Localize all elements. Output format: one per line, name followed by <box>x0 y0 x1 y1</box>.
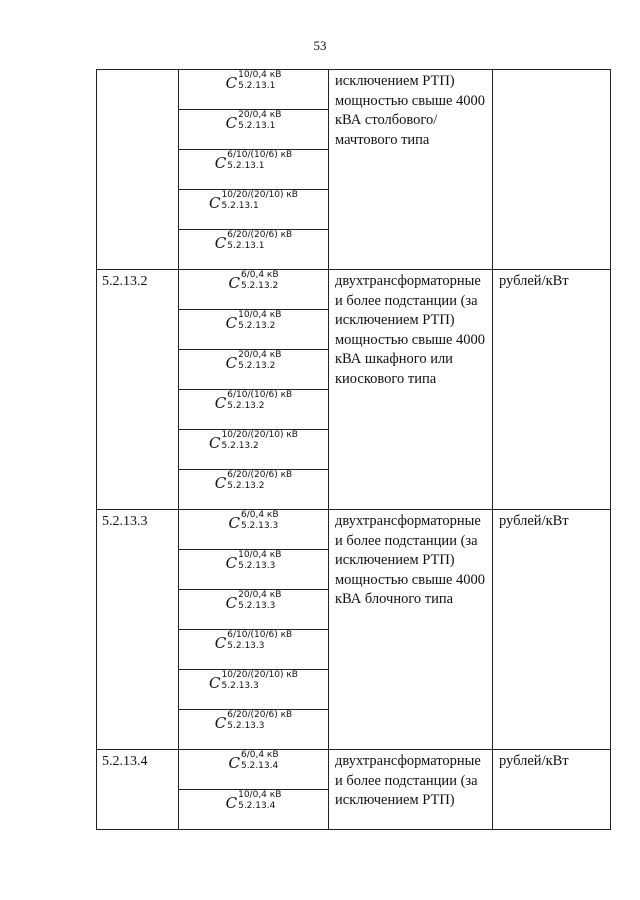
symbol-superscript: 6/20/(20/6) кВ <box>227 710 293 720</box>
symbol-subscript: 5.2.13.3 <box>227 641 265 651</box>
row-description: двухтрансформаторные и более подстанции (за исключением РТП) мощностью свыше 4000 кВА блочного типа <box>329 510 493 750</box>
tariff-symbol <box>215 470 292 496</box>
tariff-symbol <box>215 230 292 256</box>
tariff-symbol-cell <box>179 230 329 270</box>
tariff-symbol-cell <box>179 310 329 350</box>
tariff-symbol <box>226 70 282 96</box>
symbol-superscript: 20/0,4 кВ <box>238 110 282 120</box>
tariff-symbol-cell <box>179 70 329 110</box>
row-unit <box>493 70 611 270</box>
tariff-symbol <box>215 630 292 656</box>
symbol-superscript: 6/10/(10/6) кВ <box>227 150 293 160</box>
tariff-symbol-cell <box>179 510 329 550</box>
tariff-table-body <box>97 70 611 830</box>
symbol-base: C <box>214 714 227 732</box>
row-description: исключением РТП) мощностью свыше 4000 кВА столбового/мачтового типа <box>329 70 493 270</box>
symbol-superscript: 6/20/(20/6) кВ <box>227 230 293 240</box>
symbol-superscript: 20/0,4 кВ <box>238 590 282 600</box>
symbol-base: C <box>214 154 227 172</box>
tariff-symbol <box>209 670 298 696</box>
symbol-base: C <box>214 234 227 252</box>
symbol-superscript: 6/10/(10/6) кВ <box>227 630 293 640</box>
symbol-superscript: 6/10/(10/6) кВ <box>227 390 293 400</box>
symbol-superscript: 10/0,4 кВ <box>238 550 282 560</box>
symbol-superscript: 10/20/(20/10) кВ <box>221 670 298 680</box>
symbol-subscript: 5.2.13.3 <box>238 561 276 571</box>
tariff-symbol <box>215 710 292 736</box>
tariff-symbol <box>226 110 282 136</box>
tariff-symbol-cell <box>179 150 329 190</box>
tariff-symbol <box>228 750 278 776</box>
page-number: 53 <box>313 38 327 53</box>
symbol-superscript: 20/0,4 кВ <box>238 350 282 360</box>
symbol-base: C <box>225 554 238 572</box>
table-row <box>97 750 611 790</box>
tariff-symbol-cell <box>179 470 329 510</box>
symbol-base: C <box>214 394 227 412</box>
row-code: 5.2.13.2 <box>97 270 179 510</box>
tariff-symbol <box>226 790 282 816</box>
symbol-base: C <box>225 74 238 92</box>
symbol-subscript: 5.2.13.2 <box>221 441 259 451</box>
tariff-symbol <box>209 430 298 456</box>
symbol-subscript: 5.2.13.1 <box>238 121 276 131</box>
row-unit: рублей/кВт <box>493 750 611 830</box>
symbol-superscript: 10/0,4 кВ <box>238 790 282 800</box>
symbol-base: C <box>225 354 238 372</box>
symbol-base: C <box>214 474 227 492</box>
symbol-base: C <box>228 514 240 532</box>
tariff-symbol <box>228 510 278 536</box>
row-description: двухтрансформаторные и более подстанции (за исключением РТП) мощностью свыше 4000 кВА шкафного или киоскового типа <box>329 270 493 510</box>
tariff-symbol-cell <box>179 790 329 830</box>
symbol-base: C <box>209 434 221 452</box>
symbol-base: C <box>228 274 240 292</box>
symbol-base: C <box>225 594 238 612</box>
symbol-subscript: 5.2.13.2 <box>238 321 276 331</box>
tariff-symbol-cell <box>179 430 329 470</box>
tariff-symbol-cell <box>179 190 329 230</box>
symbol-subscript: 5.2.13.3 <box>221 681 259 691</box>
tariff-symbol <box>215 390 292 416</box>
row-code <box>97 70 179 270</box>
symbol-base: C <box>209 674 221 692</box>
tariff-symbol-cell <box>179 750 329 790</box>
row-description: двухтрансформаторные и более подстанции (за исключением РТП) <box>329 750 493 830</box>
symbol-subscript: 5.2.13.4 <box>238 801 276 811</box>
tariff-symbol-cell <box>179 270 329 310</box>
symbol-superscript: 6/0,4 кВ <box>240 270 279 280</box>
tariff-symbol <box>226 350 282 376</box>
tariff-symbol <box>226 590 282 616</box>
table-row <box>97 510 611 550</box>
tariff-symbol-cell <box>179 390 329 430</box>
symbol-superscript: 10/0,4 кВ <box>238 310 282 320</box>
symbol-subscript: 5.2.13.1 <box>227 161 265 171</box>
symbol-superscript: 6/20/(20/6) кВ <box>227 470 293 480</box>
symbol-base: C <box>225 114 238 132</box>
tariff-symbol-cell <box>179 630 329 670</box>
symbol-subscript: 5.2.13.1 <box>238 81 276 91</box>
symbol-subscript: 5.2.13.2 <box>227 481 265 491</box>
table-row <box>97 70 611 110</box>
symbol-subscript: 5.2.13.3 <box>240 521 279 531</box>
row-code: 5.2.13.3 <box>97 510 179 750</box>
symbol-subscript: 5.2.13.2 <box>227 401 265 411</box>
tariff-symbol <box>226 550 282 576</box>
tariff-symbol-cell <box>179 590 329 630</box>
row-code: 5.2.13.4 <box>97 750 179 830</box>
symbol-superscript: 6/0,4 кВ <box>240 510 279 520</box>
symbol-subscript: 5.2.13.1 <box>227 241 265 251</box>
tariff-symbol-cell <box>179 670 329 710</box>
tariff-symbol <box>228 270 278 296</box>
tariff-symbol <box>215 150 292 176</box>
symbol-base: C <box>214 634 227 652</box>
symbol-subscript: 5.2.13.2 <box>238 361 276 371</box>
symbol-base: C <box>209 194 221 212</box>
symbol-superscript: 10/0,4 кВ <box>238 70 282 80</box>
tariff-symbol-cell <box>179 350 329 390</box>
symbol-superscript: 10/20/(20/10) кВ <box>221 430 298 440</box>
symbol-subscript: 5.2.13.3 <box>227 721 265 731</box>
tariff-symbol <box>226 310 282 336</box>
symbol-base: C <box>228 754 240 772</box>
row-unit: рублей/кВт <box>493 510 611 750</box>
symbol-subscript: 5.2.13.4 <box>240 761 279 771</box>
symbol-subscript: 5.2.13.2 <box>240 281 279 291</box>
tariff-symbol-cell <box>179 110 329 150</box>
table-row <box>97 270 611 310</box>
row-unit: рублей/кВт <box>493 270 611 510</box>
tariff-symbol-cell <box>179 550 329 590</box>
tariff-symbol <box>209 190 298 216</box>
tariff-table <box>96 69 611 830</box>
symbol-subscript: 5.2.13.1 <box>221 201 259 211</box>
symbol-base: C <box>225 314 238 332</box>
symbol-base: C <box>225 794 238 812</box>
symbol-superscript: 10/20/(20/10) кВ <box>221 190 298 200</box>
symbol-superscript: 6/0,4 кВ <box>240 750 279 760</box>
symbol-subscript: 5.2.13.3 <box>238 601 276 611</box>
tariff-symbol-cell <box>179 710 329 750</box>
